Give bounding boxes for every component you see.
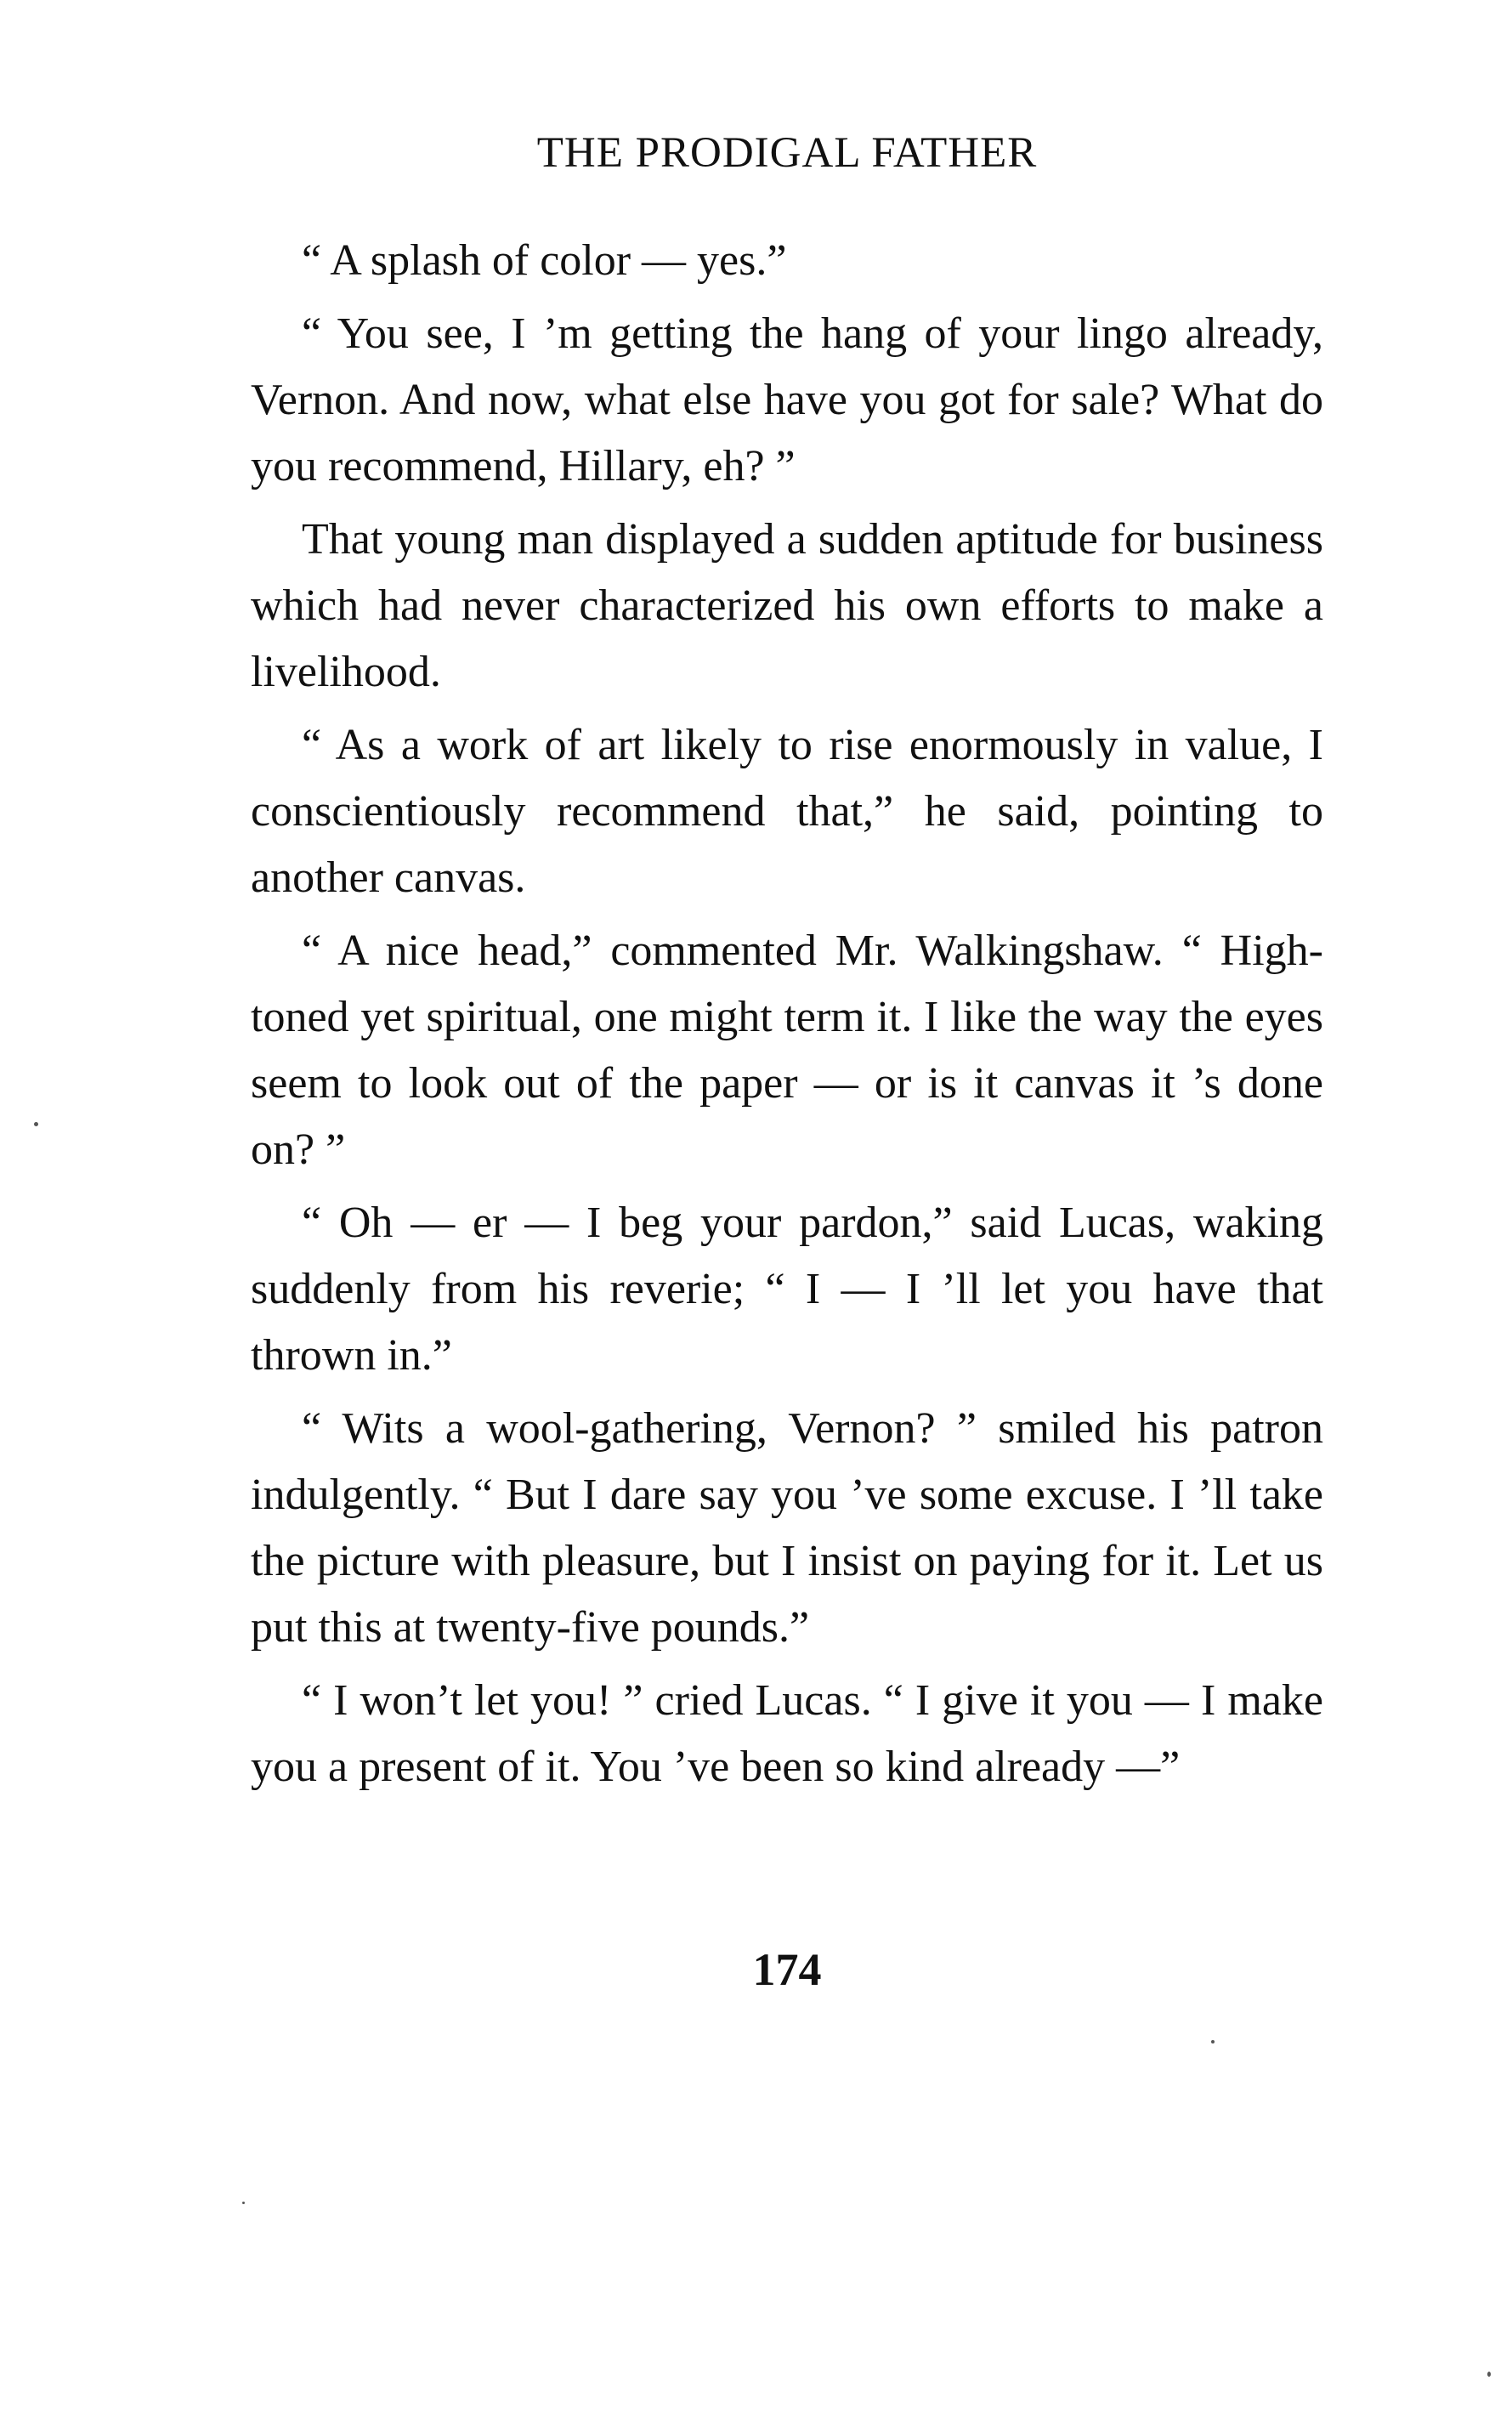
paragraph: “ A nice head,” commented Mr. Walkingshaw. “ High-toned yet spiritual, one might term it. I like the way the eyes seem to look out of the paper — or is it canvas it ’s done on? ” [251,927,1323,1174]
paragraph: “ Wits a wool-gathering, Vernon? ” smiled his patron indulgently. “ But I dare say you ’ve some excuse. I ’ll take the picture with pleasure, but I insist on paying for it. Let us put this at twenty-five pounds.” [251,1404,1323,1652]
scan-speck [1487,2372,1491,2377]
scan-speck [34,1122,38,1126]
scan-speck [242,2202,245,2204]
scan-speck [1211,2040,1215,2043]
paragraph: “ As a work of art likely to rise enormously in value, I conscientiously recommend that,” he said, pointing to another canvas. [251,721,1323,902]
paragraph: “ A splash of color — yes.” [302,236,787,285]
paragraph: That young man displayed a sudden aptitude for business which had never characterized his own efforts to make a livelihood. [251,515,1323,696]
body-text [251,228,1323,1807]
paragraph: “ You see, I ’m getting the hang of your lingo already, Vernon. And now, what else have you got for sale? What do you recommend, Hillary, eh? ” [251,309,1323,490]
paragraph: “ I won’t let you! ” cried Lucas. “ I give it you — I make you a present of it. You ’ve been so kind already —” [251,1676,1323,1791]
running-title: THE PRODIGAL FATHER [536,129,1038,177]
page-number: 174 [752,1944,822,1995]
paragraph: “ Oh — er — I beg your pardon,” said Lucas, waking suddenly from his reverie; “ I — I ’ll let you have that thrown in.” [251,1199,1323,1380]
